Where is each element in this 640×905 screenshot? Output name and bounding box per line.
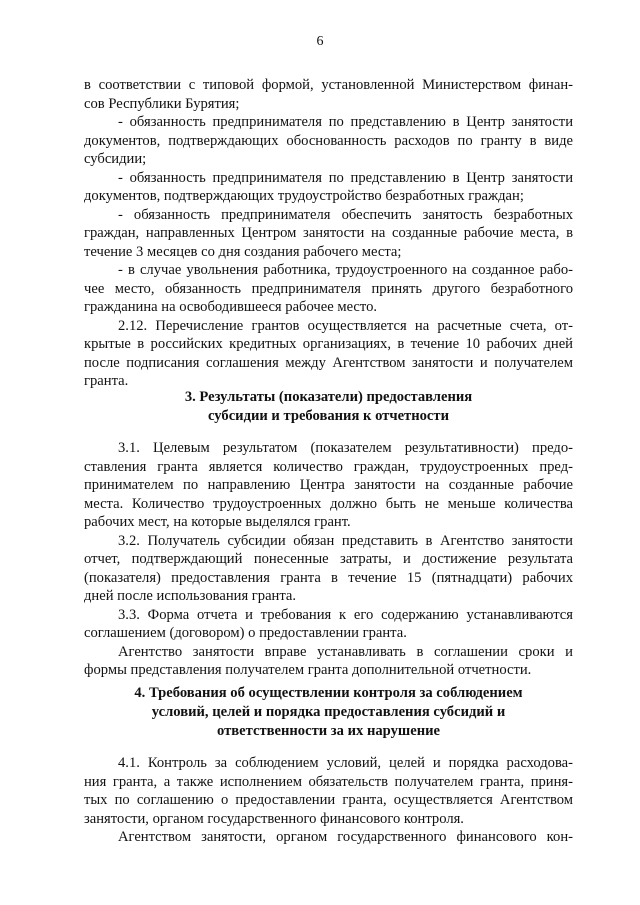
text-line: субсидии; [84, 151, 147, 167]
text-line: крытые в российских кредитных организациях, в течение 10 рабочих дней [84, 336, 573, 352]
text-line: 3.1. Целевым результатом (показателем результативности) предо- [118, 440, 573, 456]
text-line: дней после использования гранта. [84, 588, 297, 604]
text-line: документов, подтверждающих трудоустройство безработных граждан; [84, 188, 524, 204]
text-line: ния гранта, а также исполнением обязательств получателем гранта, приня- [84, 773, 573, 790]
section-4-text [84, 754, 573, 847]
text-line: тых по соглашению о предоставлении гранта, осуществляется Агентством [84, 792, 573, 808]
text-line: Агентство занятости вправе устанавливать в соглашении сроки и [118, 643, 573, 660]
text-line: места. Количество трудоустроенных должно быть не меньше количества [84, 495, 573, 512]
heading-line: 3. Результаты (показатели) предоставления [184, 389, 473, 405]
heading-line: субсидии и требования к отчетности [208, 408, 449, 424]
heading-line: ответственности за их нарушение [217, 723, 440, 739]
text-line: - обязанность предпринимателя обеспечить занятость безработных [118, 206, 573, 223]
text-line: рабочих мест, на которые выделялся грант. [84, 514, 351, 530]
text-line: Агентством занятости, органом государственного финансового кон- [118, 829, 573, 845]
heading-line: 4. Требования об осуществлении контроля за соблюдением [134, 685, 523, 701]
text-line: документов, подтверждающих обоснованность расходов по гранту в виде [84, 132, 573, 149]
text-line: гражданина на освободившееся рабочее место. [84, 299, 378, 315]
section-3-heading [84, 388, 573, 426]
text-line: граждан, направленных Центром занятости на созданные рабочие места, в [84, 225, 573, 241]
text-line: соглашением (договором) о предоставлении гранта. [84, 625, 407, 641]
page-number: 6 [316, 34, 324, 49]
text-line: 2.12. Перечисление грантов осуществляется на расчетные счета, от- [118, 317, 573, 334]
text-line: 3.2. Получатель субсидии обязан представить в Агентство занятости [118, 532, 573, 549]
text-line: в соответствии с типовой формой, установленной Министерством финан- [84, 77, 573, 93]
text-line: ставления гранта является количество граждан, трудоустроенных пред- [84, 458, 573, 475]
text-line: формы представления получателем гранта дополнительной отчетности. [84, 662, 532, 678]
text-line: 3.3. Форма отчета и требования к его содержанию устанавливаются [118, 606, 573, 623]
text-line: гранта. [84, 373, 129, 389]
section-4-heading [84, 684, 573, 741]
text-line: отчет, подтверждающий понесенные затраты, и достижение результата [84, 551, 573, 567]
text-line: сов Республики Бурятия; [84, 95, 240, 112]
text-line: - обязанность предпринимателя по представлению в Центр занятости [118, 169, 573, 186]
text-line: после подписания соглашения между Агентством занятости и получателем [84, 354, 573, 371]
text-line: занятости, органом государственного финансового контроля. [84, 810, 464, 827]
text-line: течение 3 месяцев со дня создания рабочего места; [84, 243, 402, 260]
section-2-continuation [84, 76, 573, 391]
text-line: принимателем по направлению Центра занятости на созданные рабочие [84, 477, 573, 493]
text-line: чее место, обязанность предпринимателя принять другого безработного [84, 280, 573, 297]
text-line: 4.1. Контроль за соблюдением условий, целей и порядка расходова- [118, 755, 573, 771]
text-line: - обязанность предпринимателя по представлению в Центр занятости [118, 114, 573, 130]
heading-line: условий, целей и порядка предоставления субсидий и [151, 704, 506, 720]
text-line: (показателя) предоставления гранта в течение 15 (пятнадцати) рабочих [84, 569, 573, 586]
section-3-text [84, 439, 573, 680]
text-line: - в случае увольнения работника, трудоустроенного на созданное рабо- [118, 262, 573, 278]
